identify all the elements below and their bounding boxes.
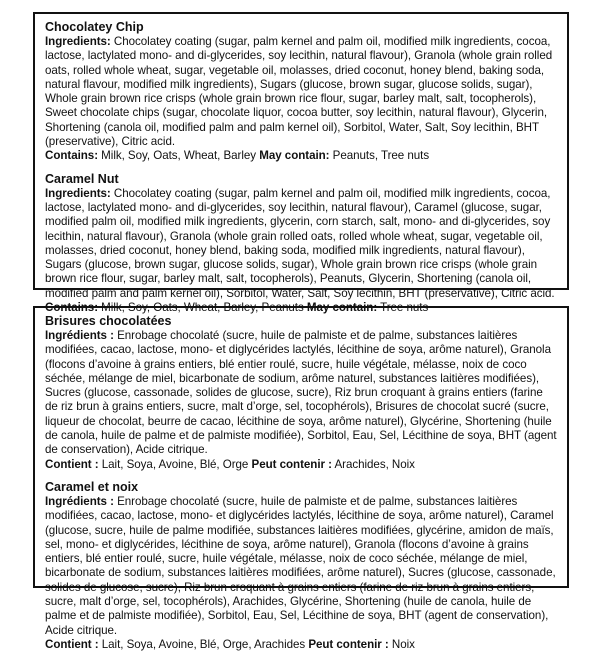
may-contain-label: May contain: (259, 149, 330, 163)
ingredients-paragraph (45, 495, 557, 638)
allergen-line (45, 149, 557, 163)
contains-text: Lait, Soya, Avoine, Blé, Orge, Arachides (98, 637, 309, 651)
ingredients-text: Chocolatey coating (sugar, palm kernel and palm oil, modified milk ingredients, cocoa, lactose, lactylated mono- and di-glycerides, soy lecithin, natural flavour), Caramel (glucose, sugar, modified palm oil, modified milk ingredients, glycerin, corn starch, salt, mono- and di-glycerides, soy lecithin, natural flavour), Granola (whole grain rolled oats, rolled whole wheat, sugar, vegetable oil, molasses, dried coconut, honey blend, baking soda, modified milk ingredients, natural flavour), Sugars (glucose, brown sugar, glucose solids, sugar), Whole grain brown rice crisps (whole grain brown rice flour, sugar, barley malt, salt, tocopherols), Peanuts, Glycerin, Shortening (canola oil, modified palm and palm kernel oil), Sorbitol, Water, Salt, Soy lecithin, BHT (preservative), Citric acid. (45, 186, 555, 300)
ingredients-paragraph (45, 35, 557, 149)
contains-label: Contient : (45, 637, 99, 651)
product-title: Caramel et noix (45, 479, 139, 494)
french-ingredients-panel (33, 306, 569, 651)
ingredients-paragraph (45, 187, 557, 301)
section-brisures-chocolatees (45, 314, 557, 472)
section-caramel-nut (45, 172, 557, 316)
ingredients-label: Ingrédients : (45, 494, 114, 508)
may-contain-text: Noix (388, 637, 415, 651)
contains-label: Contains: (45, 149, 99, 163)
ingredients-paragraph (45, 329, 557, 458)
ingredients-label: Ingrédients : (45, 329, 114, 342)
may-contain-label: May contain: (306, 301, 378, 315)
english-ingredients-panel (33, 12, 569, 315)
product-title: Brisures chocolatées (45, 314, 172, 328)
may-contain-label: Peut contenir : (251, 457, 332, 471)
contains-text: Lait, Soya, Avoine, Blé, Orge (98, 457, 252, 471)
ingredients-text: Enrobage chocolaté (sucre, huile de palmiste et de palme, substances laitières modifiées, cacao, lactose, mono- et diglycérides lactylés, lécithine de soya, arôme naturel), Caramel (glucose, sucre, huile de palme modifiée, substances laitières modifiées, glycérine, amidon de maïs, sel, mono- et diglycérides, lécithine de soya, arôme naturel), Granola (flocons d’avoine à grains entiers, blé entier roulé, sucre, huile végétale, mélasse, noix de coco séchée, mélange de miel, bicarbonate de sodium, substances laitières modifiées, arôme naturel), Sucres (glucose, cassonade, solides de glucose, sucre), Riz brun croquant à grains entiers (farine de riz brun à grains entiers, sucre, malt d’orge, sel, tocophérols), Arachides, Glycérine, Shortening (huile de canola, huile de palme et de palmiste modifiée), Sorbitol, Eau, Sel, Lécithine de soya, BHT (agent de conservation), Acide citrique. (45, 494, 556, 637)
contains-text: Milk, Soy, Oats, Wheat, Barley, Peanuts (98, 301, 307, 315)
ingredients-text: Enrobage chocolaté (sucre, huile de palmiste et de palme, substances laitières modifiées, cacao, lactose, mono- et diglycérides lactylés, lécithine de soya, arôme naturel), Granola (flocons d’avoine à grains entiers, blé entier roulé, sucre, huile végétale, mélasse, noix de coco séchée, mélange de miel, bicarbonate de sodium, arôme naturel, substances laitières modifiées), Sucres (glucose, cassonade, solides de glucose, sucre), Riz brun croquant à grains entiers (farine de riz brun à grains entiers, sucre, malt d’orge, sel, tocophérols), Brisures de chocolat sucré (sucre, liqueur de chocolat, beurre de cacao, lécithine de soya, arôme naturel), Glycérine, Shortening (huile de canola, huile de palme et de palmiste modifiée), Sorbitol, Eau, Sel, Lécithine de soya, BHT (agent de conservation), Acide citrique. (45, 329, 557, 457)
contains-text: Milk, Soy, Oats, Wheat, Barley (98, 149, 260, 163)
ingredients-label: Ingredients: (45, 35, 111, 48)
may-contain-text: Peanuts, Tree nuts (329, 149, 430, 163)
contains-label: Contient : (45, 457, 99, 471)
allergen-line (45, 458, 557, 472)
product-title: Chocolatey Chip (45, 20, 144, 34)
product-title: Caramel Nut (45, 171, 119, 186)
may-contain-label: Peut contenir : (308, 637, 389, 651)
section-chocolatey-chip (45, 20, 557, 164)
section-caramel-et-noix (45, 480, 557, 652)
contains-label: Contains: (45, 301, 99, 315)
may-contain-text: Arachides, Noix (331, 457, 415, 471)
ingredients-label: Ingredients: (45, 186, 111, 200)
may-contain-text: Tree nuts (377, 301, 429, 315)
allergen-line (45, 638, 557, 652)
ingredients-text: Chocolatey coating (sugar, palm kernel and palm oil, modified milk ingredients, cocoa, lactose, lactylated mono- and di-glycerides, soy lecithin, natural flavour), Granola (whole grain rolled oats, rolled whole wheat, sugar, vegetable oil, molasses, dried coconut, honey blend, baking soda, natural flavour, modified milk ingredients), Sugars (glucose, brown sugar, glucose solids, sugar), Whole grain brown rice crisps (whole grain brown rice flour, sugar, barley malt, salt, tocopherols), Sweet chocolate chips (sugar, chocolate liquor, cocoa butter, soy lecithin, natural flavour), Glycerin, Shortening (canola oil, modified palm and palm kernel oil), Sorbitol, Water, Salt, Soy lecithin, BHT (preservative), Citric acid. (45, 35, 553, 149)
